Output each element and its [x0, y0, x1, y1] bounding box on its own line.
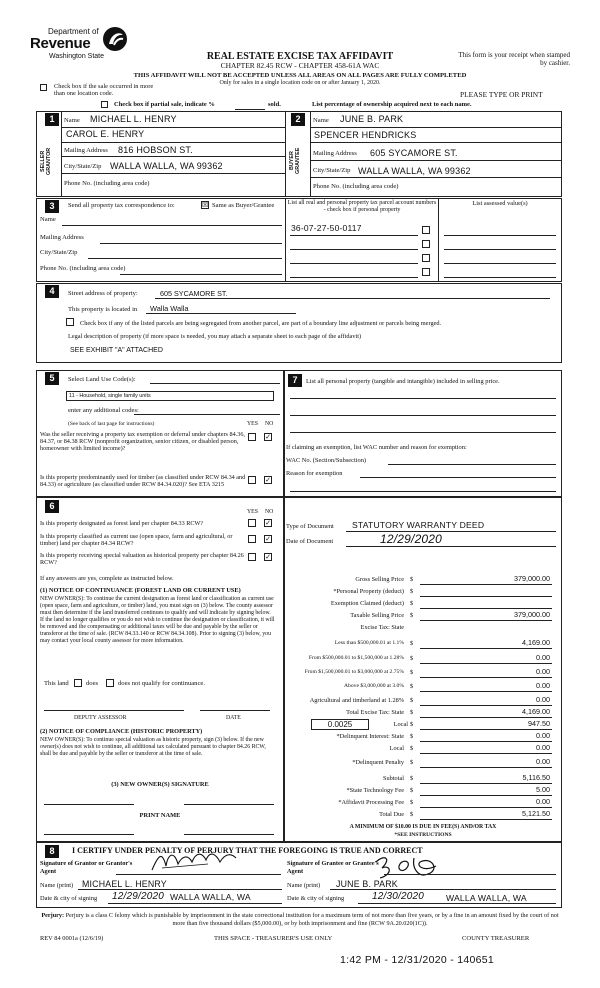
deputy-date-label: DATE [226, 715, 241, 721]
seller-mailing[interactable]: 816 HOBSON ST. [118, 145, 193, 155]
tax-label-total-state-label: Total Excise Tax: State [346, 709, 404, 716]
tax-value-delinq-interest[interactable]: 0.00 [536, 731, 550, 740]
tax-value-line [420, 677, 552, 678]
grantee-date[interactable]: 12/30/2020 [372, 891, 425, 902]
s6-q3: Is this property receiving special valuation as historical property per chapter 84.26 RCW? [40, 552, 244, 567]
dor-logo [30, 26, 130, 70]
type-doc-value[interactable]: STATUTORY WARRANTY DEED [352, 520, 485, 530]
seller-name1[interactable]: MICHAEL L. HENRY [90, 114, 177, 124]
dept-line1: Department of [48, 27, 99, 36]
print-name-label: PRINT NAME [139, 812, 181, 819]
s5-q2-yes-checkbox[interactable] [248, 476, 256, 484]
s3-city-label: City/State/Zip [40, 249, 78, 256]
recording-stamp: 1:42 PM - 12/31/2020 - 140651 [340, 954, 495, 966]
tax-value-tier3[interactable]: 0.00 [536, 667, 550, 676]
tax-label-delinq-penalty-label: *Delinquent Penalty [352, 759, 404, 766]
tax-label-excise-state-header: Excise Tax: State [360, 624, 404, 631]
send-correspondence-label: Send all property tax correspondence to: [68, 202, 175, 209]
s5-q1-yes-checkbox[interactable] [248, 433, 256, 441]
new-owner-sig-label: (3) NEW OWNER(S) SIGNATURE [111, 781, 209, 788]
form-subtitle: CHAPTER 82.45 RCW - CHAPTER 458-61A WAC [220, 61, 380, 70]
grantor-signature[interactable] [148, 848, 240, 874]
grantee-name-print[interactable]: JUNE B. PARK [336, 879, 398, 889]
tax-value-delinq-penalty[interactable]: 0.00 [536, 757, 550, 766]
tax-dollar-sign: $ [410, 733, 414, 740]
perjury-note [40, 912, 560, 928]
tax-value-taxable[interactable]: 379,000.00 [514, 610, 550, 619]
perjury-bold: Perjury: [41, 912, 65, 919]
tax-value-line [420, 795, 552, 796]
tax-dollar-sign: $ [410, 669, 414, 676]
section-6-box [36, 497, 284, 842]
date-doc-value[interactable]: 12/29/2020 [380, 532, 443, 546]
tax-value-line [420, 783, 552, 784]
grantor-date[interactable]: 12/29/2020 [112, 891, 165, 902]
minimum-note: A MINIMUM OF $10.00 IS DUE IN FEE(S) AND/OR TAX [349, 824, 497, 830]
type-doc-label: Type of Document [286, 523, 334, 530]
tax-label-taxable-label: Taxable Selling Price [350, 612, 404, 619]
tax-value-total-due[interactable]: 5,121.50 [522, 809, 550, 818]
tax-label-tier2-label: From $500,000.01 to $1,500,000 at 1.28% [308, 655, 404, 661]
s6-q1-yes-checkbox[interactable] [248, 519, 256, 527]
tax-label-gross-label: Gross Selling Price [355, 576, 404, 583]
parcel-1-personal-checkbox[interactable] [422, 226, 430, 234]
tax-value-line [420, 705, 552, 706]
tax-value-ag[interactable]: 0.00 [536, 695, 550, 704]
tax-dollar-sign: $ [410, 745, 414, 752]
buyer-mailing-label: Mailing Address [313, 150, 357, 157]
tax-value-line [420, 620, 552, 621]
legal-desc-label: Legal description of property (if more space is needed, you may attach a separate sheet to each page of the affidavit) [68, 333, 362, 340]
street-address[interactable]: 605 SYCAMORE ST. [160, 289, 228, 298]
tax-value-line [420, 753, 552, 754]
tax-label-exemption-label: Exemption Claimed (deduct) [330, 600, 404, 607]
tax-value-subtotal[interactable]: 5,116.50 [522, 773, 550, 782]
dept-line3: Washington State [49, 53, 104, 60]
grantee-name-label: Name (print) [287, 882, 321, 889]
local-rate-value: 0.0025 [327, 720, 353, 729]
s6-no-label: NO [265, 509, 274, 515]
tax-label-delinq-interest-label: *Delinquent Interest: State [336, 733, 404, 740]
land-use-label: Select Land Use Code(s): [68, 376, 136, 383]
buyer-mailing[interactable]: 605 SYCAMORE ST. [370, 148, 458, 158]
this-land-label: This land [44, 680, 69, 687]
parcel-4-personal-checkbox[interactable] [422, 268, 430, 276]
s3-mailing-label: Mailing Address [40, 234, 84, 241]
tax-value-line [420, 691, 552, 692]
grantee-city[interactable]: WALLA WALLA, WA [446, 893, 527, 903]
see-back-label: (See back of last page for instructions) [68, 421, 155, 427]
seller-name-label: Name [64, 117, 80, 124]
tax-dollar-sign: $ [410, 612, 414, 619]
tax-value-tier1[interactable]: 4,169.00 [522, 638, 550, 647]
s5-no-label: NO [265, 421, 274, 427]
section-2-badge: 2 [291, 113, 305, 126]
s5-q1: Was the seller receiving a property tax exemption or deferral under chapters 84.36, 84.37, or 84.38 RCW (nonprofit organization, senior citizen, or disabled person, homeowner with limited income)? [40, 431, 245, 453]
notice1-body: NEW OWNER(S): To continue the current designation as forest land or classification as current use (open space, farm and agriculture, or timber) land, you must sign on (3) below. The county assessor must then determine if the land transferred continues to qualify and will indicate by signing below. If the land no longer qualifies or you do not wish to continue the designation or classification, it will be removed and the compensating or additional taxes will be due and payable by the seller or transferor at the time of sale. (RCW 84.33.140 or RCW 84.34.108). Prior to signing (3) below, you may contact your local county assessor for more information. [40, 596, 275, 644]
s3-name-label: Name [40, 216, 56, 223]
s5-q1-no-checkbox[interactable]: ✓ [265, 433, 271, 441]
s6-q1: Is this property designated as forest land per chapter 84.33 RCW? [40, 520, 204, 527]
only-for-sales: Only for sales in a single location code on or after January 1, 2020. [219, 80, 381, 86]
multi-location-checkbox[interactable] [40, 84, 47, 91]
s6-q2-no-checkbox[interactable]: ✓ [265, 535, 271, 543]
tax-label-tech-fee-label: *State Technology Fee [346, 787, 404, 794]
buyer-phone-label: Phone No. (including area code) [313, 183, 399, 190]
does-not-checkbox[interactable] [106, 679, 114, 687]
exemption-label: If claiming an exemption, list WAC number and reason for exemption: [286, 444, 467, 451]
seller-mailing-label: Mailing Address [64, 147, 108, 154]
s3-phone-label: Phone No. (including area code) [40, 265, 126, 272]
sold-label: sold. [268, 101, 281, 108]
section-6-badge: 6 [45, 500, 59, 513]
does-not-label: does not qualify for continuance. [118, 680, 205, 687]
segregated-label: Check box if any of the listed parcels are being segregated from another parcel, are part of a boundary line adjustment or parcels being merged. [80, 320, 442, 327]
grantor-sig-label: Signature of Grantor or Grantor's Agent [40, 860, 133, 875]
tax-value-affidavit-fee[interactable]: 0.00 [536, 797, 550, 806]
tax-dollar-sign: $ [410, 775, 414, 782]
partial-sale-label: Check box if partial sale, indicate % [114, 101, 215, 108]
tax-dollar-sign: $ [410, 787, 414, 794]
tax-value-line [420, 608, 552, 609]
tax-value-total-state[interactable]: 4,169.00 [522, 707, 550, 716]
form-title: REAL ESTATE EXCISE TAX AFFIDAVIT [206, 51, 394, 62]
notice1-title: (1) NOTICE OF CONTINUANCE (FOREST LAND OR CURRENT USE) [40, 587, 241, 594]
multi-location-label: Check box if the sale occurred in more than one location code. [54, 83, 154, 98]
notice2-body: NEW OWNER(S): To continue special valuation as historic property, sign (3) below. If the new owner(s) does not wish to continue, all additional tax calculated pursuant to chapter 84.26 RCW, shall be due and payable by the seller or transferor at the time of sale. [40, 737, 266, 757]
tax-dollar-sign: $ [410, 799, 414, 806]
grantor-city[interactable]: WALLA WALLA, WA [170, 892, 251, 902]
same-as-buyer-checkbox[interactable]: ☒ [202, 201, 209, 209]
reason-label: Reason for exemption [286, 470, 343, 477]
date-doc-label: Date of Document [286, 538, 334, 545]
seller-phone-label: Phone No. (including area code) [64, 180, 150, 187]
tax-dollar-sign: $ [410, 588, 414, 595]
certify-label: I CERTIFY UNDER PENALTY OF PERJURY THAT THE FOREGOING IS TRUE AND CORRECT [72, 846, 423, 855]
additional-codes-label: enter any additional codes: [68, 407, 139, 414]
wac-label: WAC No. (Section/Subsection) [286, 457, 367, 464]
county-treasurer: COUNTY TREASURER [462, 935, 530, 942]
section-7-badge: 7 [288, 374, 302, 387]
s6-q3-no-checkbox[interactable]: ✓ [265, 553, 271, 561]
s6-q2-yes-checkbox[interactable] [248, 535, 256, 543]
dor-swoosh-icon [102, 26, 128, 52]
parcel-header: List all real and personal property tax parcel account numbers - check box if personal property [287, 200, 437, 213]
buyer-name2[interactable]: SPENCER HENDRICKS [314, 130, 417, 140]
parcel-2-personal-checkbox[interactable] [422, 240, 430, 248]
receipt-note: This form is your receipt when stamped by cashier. [458, 51, 570, 68]
grantor-name-label: Name (print) [40, 882, 74, 889]
tax-value-gross[interactable]: 379,000.00 [514, 574, 550, 583]
grantee-date-label: Date & city of signing [287, 895, 345, 902]
tax-dollar-sign: $ [410, 683, 414, 690]
grantor-date-label: Date & city of signing [40, 895, 98, 902]
if-yes-label: If any answers are yes, complete as instructed below. [40, 575, 174, 582]
does-label: does [86, 680, 99, 687]
tax-value-line [420, 729, 552, 730]
rev-label: REV 84 0001a (12/6/19) [40, 935, 104, 942]
tax-label-subtotal-label: Subtotal [383, 775, 404, 782]
s6-q2: Is this property classified as current use (open space, farm and agricultural, or timber) land per chapter 84.34 RCW? [40, 533, 233, 548]
section-3-badge: 3 [45, 200, 59, 213]
tax-value-line [420, 596, 552, 597]
section-5-badge: 5 [45, 372, 59, 385]
s6-q3-yes-checkbox[interactable] [248, 553, 256, 561]
tax-value-local[interactable]: 947.50 [528, 719, 550, 728]
segregated-checkbox[interactable] [66, 318, 74, 326]
partial-sale-checkbox[interactable] [101, 101, 108, 108]
tax-value-line [420, 648, 552, 649]
personal-property-label: List all personal property (tangible and intangible) included in selling price. [306, 378, 500, 385]
tax-value-local2[interactable]: 0.00 [536, 743, 550, 752]
assessed-header: List assessed value(s) [472, 200, 528, 207]
parcel-3-personal-checkbox[interactable] [422, 254, 430, 262]
seller-city-label: City/State/Zip [64, 163, 102, 170]
s5-q2: Is this property predominantly used for timber (as classified under RCW 84.34 and 84.33) or agriculture (as classified under RCW 84.34.020)? See ETA 3215 [40, 474, 246, 489]
tax-label-tier4-label: Above $3,000,000 at 3.0% [344, 683, 404, 689]
tax-label-local2-label: Local [389, 745, 404, 752]
notice: THIS AFFIDAVIT WILL NOT BE ACCEPTED UNLESS ALL AREAS ON ALL PAGES ARE FULLY COMPLETED [133, 72, 467, 79]
tax-label-tier1-label: Less than $500,000.01 at 1.1% [334, 640, 404, 646]
perjury-text: Perjury is a class C felony which is punishable by imprisonment in the state correctional institution for a maximum term of not more than five years, or by a fine in an amount fixed by the court of not more than five thousand dollars ($5,000.00), or by both imprisonment and fine (RCW 9A.20.020(1C)). [65, 912, 559, 927]
tax-value-tier2[interactable]: 0.00 [536, 653, 550, 662]
tax-value-line [420, 584, 552, 585]
notice2-title: (2) NOTICE OF COMPLIANCE (HISTORIC PROPERTY) [40, 728, 203, 735]
tax-value-tech-fee[interactable]: 5.00 [536, 785, 550, 794]
land-use-value: 11 - Household, single family units [69, 393, 151, 399]
tax-value-tier4[interactable]: 0.00 [536, 681, 550, 690]
seller-name2[interactable]: CAROL E. HENRY [66, 129, 145, 139]
tax-dollar-sign: $ [410, 600, 414, 607]
s5-q2-no-checkbox[interactable]: ✓ [265, 476, 271, 484]
tax-dollar-sign: $ [410, 759, 414, 766]
please-type: PLEASE TYPE OR PRINT [460, 90, 543, 99]
tax-value-line [420, 741, 552, 742]
section-4-badge: 4 [45, 285, 59, 298]
tax-dollar-sign: $ [410, 655, 414, 662]
tax-label-local-label: Local [393, 721, 408, 728]
tax-dollar-sign: $ [410, 811, 414, 818]
tax-value-line [420, 717, 552, 718]
tax-dollar-sign: $ [410, 640, 414, 647]
tax-dollar-sign: $ [410, 709, 414, 716]
treasurer-space: THIS SPACE - TREASURER'S USE ONLY [214, 935, 333, 942]
tax-dollar-sign: $ [410, 576, 414, 583]
tax-value-line [420, 663, 552, 664]
grantor-name-print[interactable]: MICHAEL L. HENRY [82, 879, 167, 889]
buyer-name1[interactable]: JUNE B. PARK [340, 114, 404, 124]
tax-label-affidavit-fee-label: *Affidavit Processing Fee [338, 799, 404, 806]
seller-side-label: SELLER GRANTOR [40, 147, 53, 175]
section-8-badge: 8 [45, 845, 59, 858]
parcel-number-1[interactable]: 36-07-27-50-0117 [291, 223, 362, 233]
tax-value-line [420, 767, 552, 768]
tax-value-line [420, 819, 552, 820]
buyer-name-label: Name [313, 117, 329, 124]
located-in-label: This property is located in [68, 306, 138, 313]
located-in[interactable]: Walla Walla [150, 304, 189, 313]
deputy-assessor-label: DEPUTY ASSESSOR [74, 715, 127, 721]
ownership-note: List percentage of ownership acquired next to each name. [312, 101, 472, 108]
buyer-city[interactable]: WALLA WALLA, WA 99362 [358, 166, 471, 176]
s5-yes-label: YES [247, 421, 258, 427]
tax-label-ag-label: Agricultural and timberland at 1.28% [309, 697, 404, 704]
tax-dollar-sign: $ [410, 697, 414, 704]
tax-label-personal-label: *Personal Property (deduct) [333, 588, 404, 595]
buyer-city-label: City/State/Zip [313, 167, 351, 174]
seller-city[interactable]: WALLA WALLA, WA 99362 [110, 161, 223, 171]
see-instructions-note: *SEE INSTRUCTIONS [394, 832, 452, 838]
tax-dollar-sign: $ [410, 721, 414, 728]
grantee-sig-label: Signature of Grantee or Grantee's Agent [287, 860, 379, 875]
legal-desc-value[interactable]: SEE EXHIBIT "A" ATTACHED [70, 347, 163, 354]
buyer-side-label: BUYER GRANTEE [289, 147, 302, 175]
s6-q1-no-checkbox[interactable]: ✓ [265, 519, 271, 527]
street-label: Street address of property: [68, 290, 138, 297]
tax-label-tier3-label: From $1,500,000.01 to $3,000,000 at 2.75% [304, 669, 404, 675]
dept-line2: Revenue [30, 35, 91, 52]
s6-yes-label: YES [247, 509, 258, 515]
does-checkbox[interactable] [74, 679, 82, 687]
section-1-badge: 1 [45, 113, 59, 126]
same-as-buyer-label: Same as Buyer/Grantee [212, 202, 275, 209]
tax-value-line [420, 807, 552, 808]
tax-label-total-due-label: Total Due [379, 811, 404, 818]
